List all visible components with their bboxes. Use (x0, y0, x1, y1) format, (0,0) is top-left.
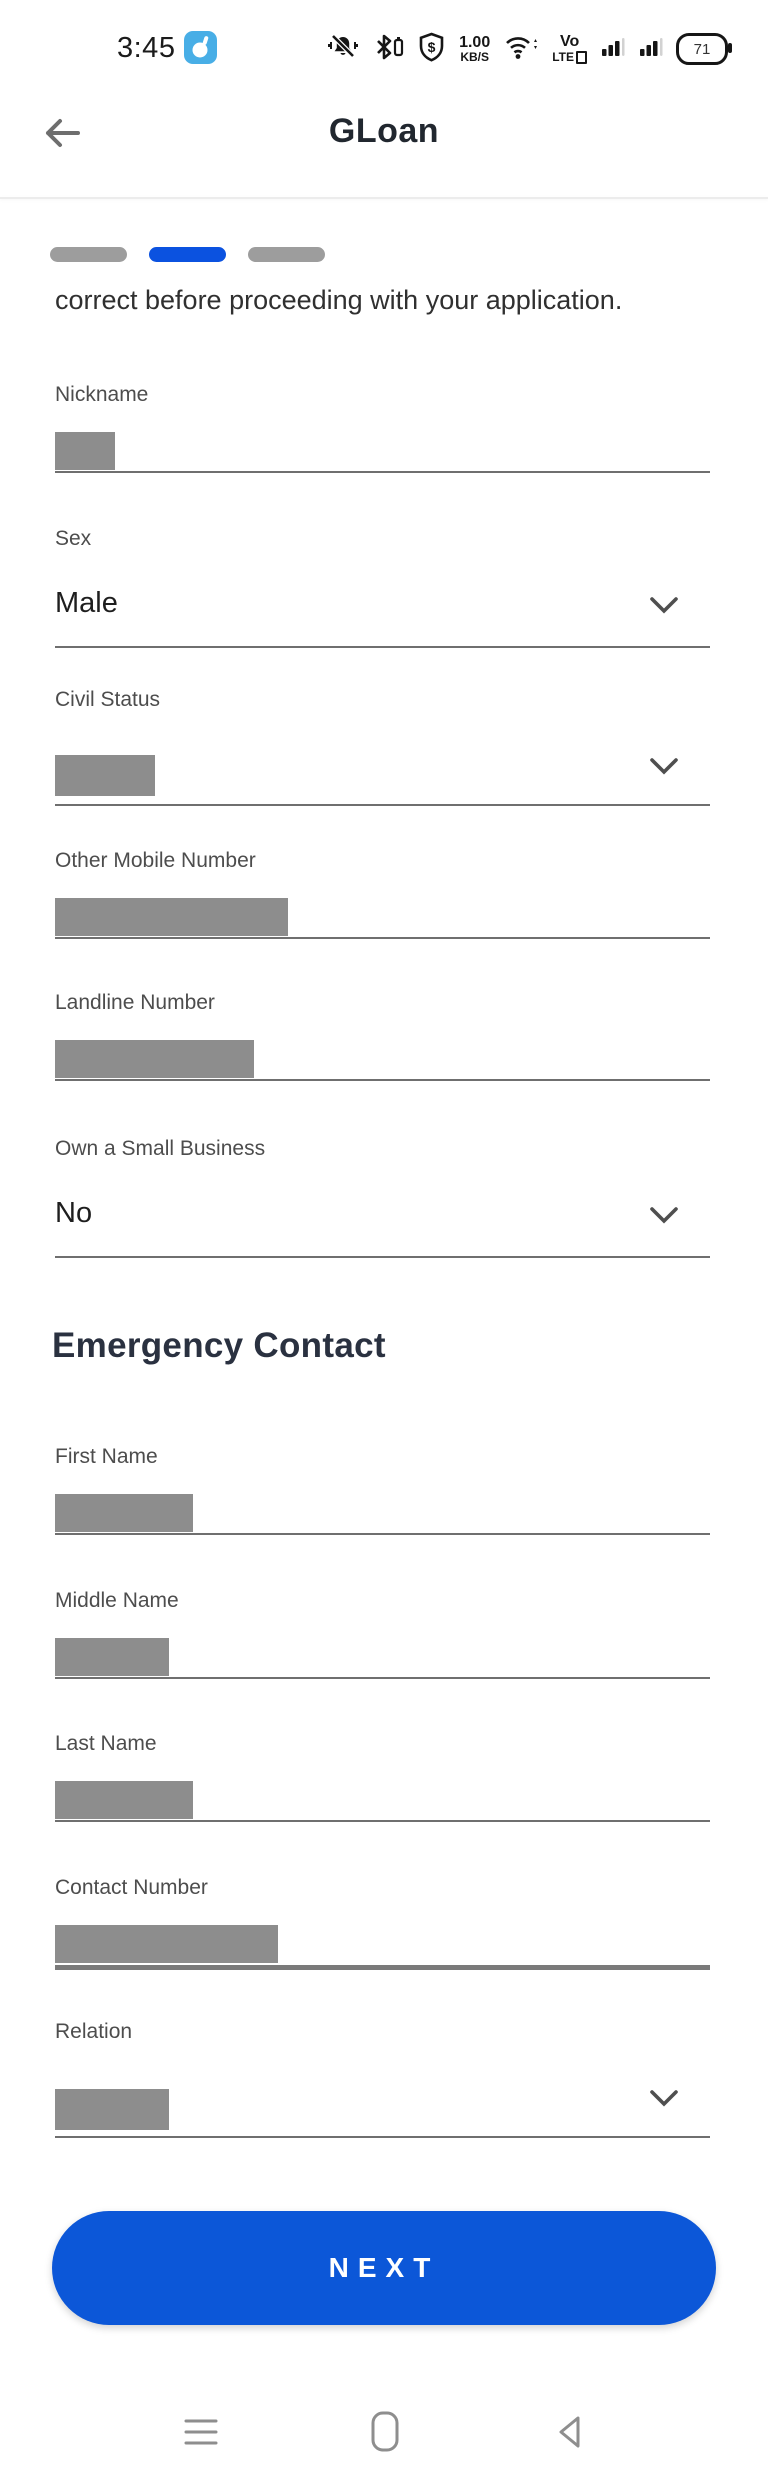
nav-home-icon[interactable] (365, 2408, 405, 2459)
selected-value: No (55, 1197, 93, 1229)
nav-menu-icon[interactable] (181, 2410, 221, 2457)
redacted-value (55, 1040, 254, 1078)
chevron-down-icon[interactable] (648, 2089, 680, 2114)
redacted-value (55, 1925, 278, 1963)
field-first-name[interactable] (55, 1444, 710, 1470)
field-relation-select[interactable] (55, 2019, 710, 2045)
signal-bars-sim2-icon (638, 33, 663, 66)
redacted-value (55, 1638, 169, 1676)
progress-step-1 (50, 247, 127, 262)
field-label: Relation (55, 2020, 133, 2043)
section-heading: Emergency Contact (52, 1326, 386, 1365)
battery-indicator: 71 (676, 33, 728, 65)
field-underline (55, 471, 710, 473)
svg-text:$: $ (427, 38, 436, 55)
bluetooth-connected-icon (372, 32, 404, 67)
field-underline (55, 937, 710, 939)
selected-value: Male (55, 587, 118, 619)
redacted-value (55, 1494, 193, 1532)
intro-text: correct before proceeding with your application. (55, 285, 623, 315)
field-underline (55, 1256, 710, 1258)
field-other-mobile-number[interactable] (55, 848, 710, 874)
volte-indicator: Vo LTE (552, 34, 587, 63)
field-label: Civil Status (55, 688, 161, 711)
field-nickname[interactable] (55, 382, 710, 408)
field-label: Own a Small Business (55, 1137, 266, 1160)
nav-back-icon[interactable] (551, 2410, 591, 2457)
field-landline-number[interactable] (55, 990, 710, 1016)
field-last-name[interactable] (55, 1731, 710, 1757)
field-civil-status-select[interactable] (55, 687, 710, 713)
field-label: Nickname (55, 383, 149, 406)
field-underline (55, 804, 710, 806)
progress-step-3 (248, 247, 325, 262)
redacted-value (55, 432, 115, 470)
field-underline-focused (55, 1965, 710, 1970)
screen-record-icon (184, 31, 217, 64)
field-contact-number[interactable] (55, 1875, 710, 1901)
field-middle-name[interactable] (55, 1588, 710, 1614)
field-label: Other Mobile Number (55, 849, 256, 872)
chevron-down-icon[interactable] (648, 757, 680, 782)
redacted-value (55, 2089, 169, 2130)
page-title: GLoan (328, 112, 440, 150)
vibrate-muted-icon (327, 32, 359, 67)
field-label: Middle Name (55, 1589, 179, 1612)
network-speed-indicator: 1.00 KB/S (459, 33, 491, 65)
status-icon-cluster (327, 26, 728, 72)
field-label: Sex (55, 527, 92, 550)
redacted-value (55, 755, 155, 796)
shield-payment-icon (417, 32, 446, 67)
progress-steps (50, 247, 325, 262)
redacted-value (55, 898, 288, 936)
field-label: First Name (55, 1445, 158, 1468)
field-label: Contact Number (55, 1876, 208, 1899)
header-divider (0, 197, 768, 199)
field-underline (55, 1533, 710, 1535)
field-label: Last Name (55, 1732, 157, 1755)
next-button[interactable]: NEXT (52, 2211, 716, 2325)
chevron-down-icon[interactable] (648, 1206, 680, 1231)
progress-step-2-active (149, 247, 226, 262)
wifi-icon (503, 32, 539, 66)
redacted-value (55, 1781, 193, 1819)
clock-text: 3:45 (117, 32, 176, 64)
field-underline (55, 1820, 710, 1822)
chevron-down-icon[interactable] (648, 596, 680, 621)
field-own-small-business-select[interactable] (55, 1136, 710, 1229)
field-underline (55, 1677, 710, 1679)
field-sex-select[interactable] (55, 526, 710, 619)
field-underline (55, 1079, 710, 1081)
signal-bars-sim1-icon (600, 33, 625, 66)
field-underline (55, 2136, 710, 2138)
field-label: Landline Number (55, 991, 215, 1014)
field-underline (55, 646, 710, 648)
